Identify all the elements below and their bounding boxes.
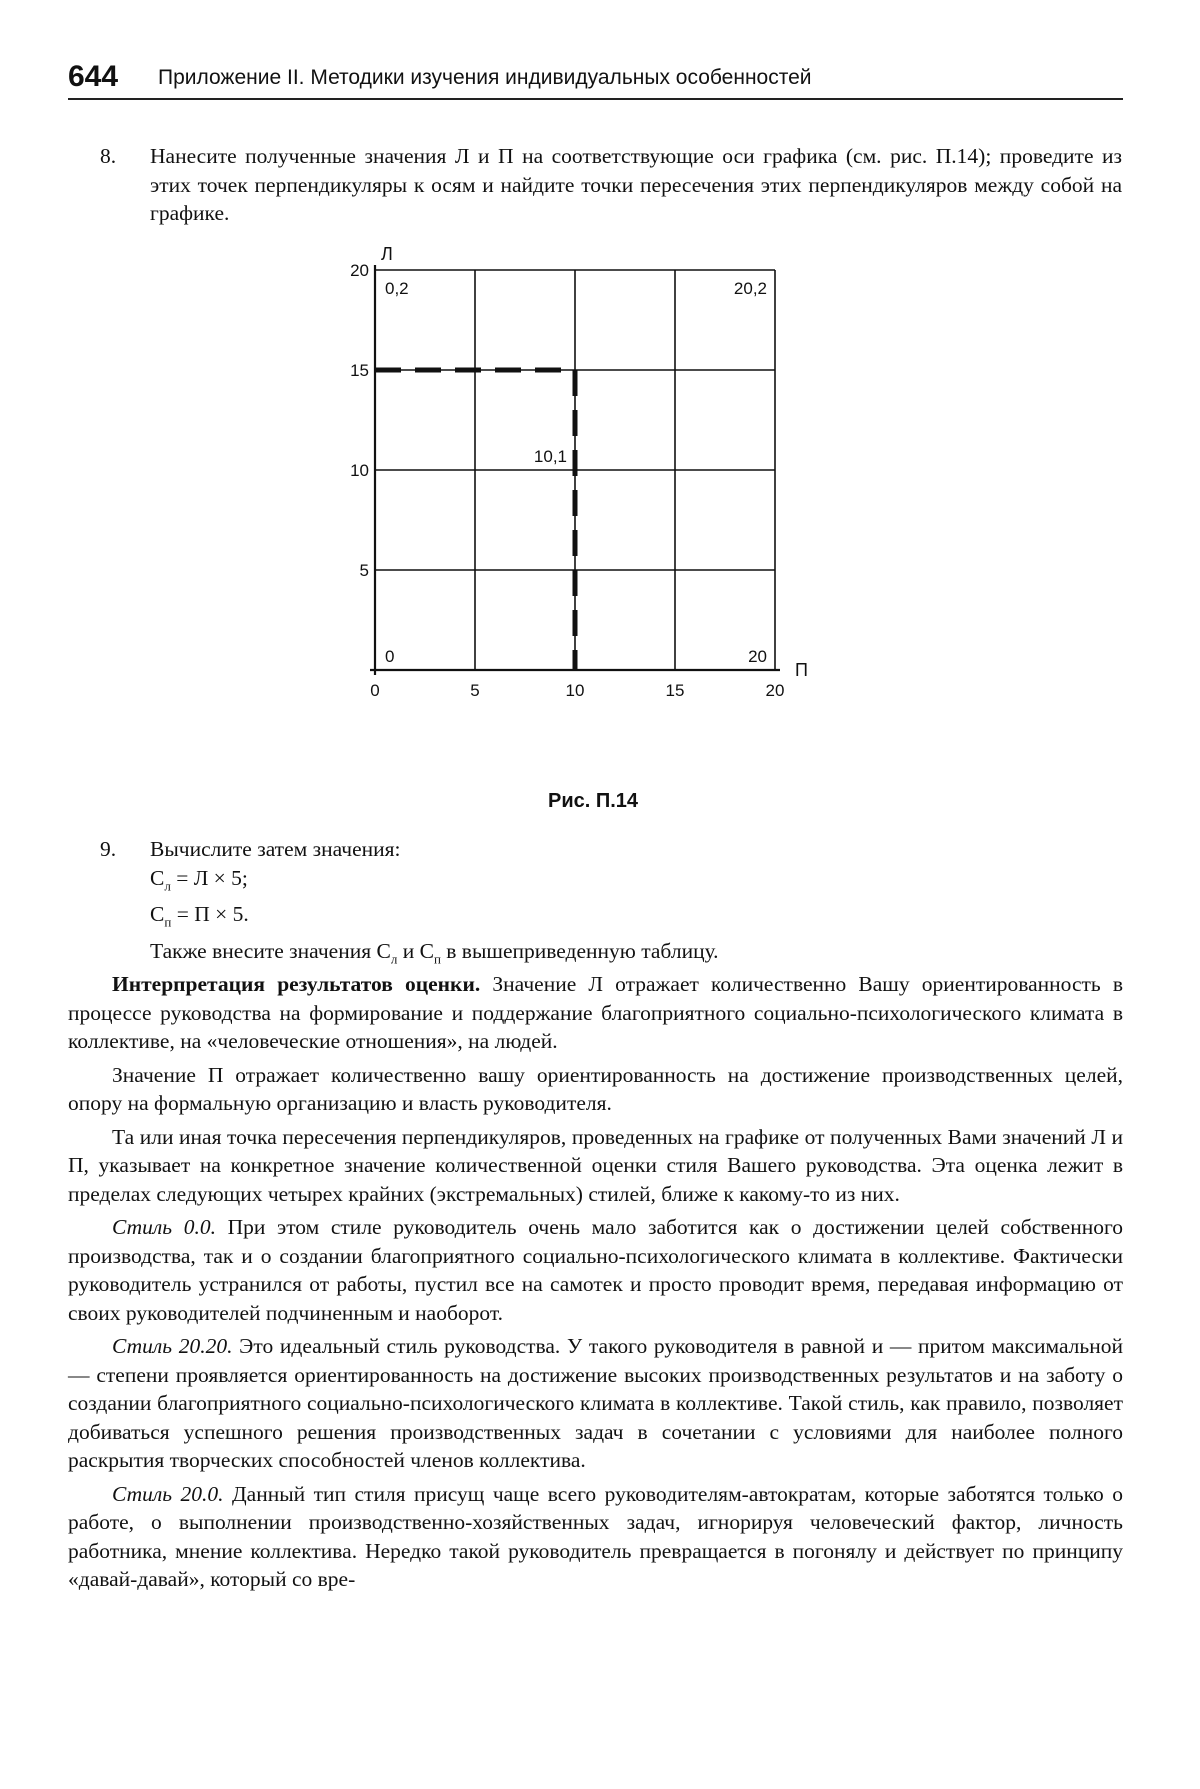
x-tick-label-4: 20 bbox=[765, 681, 785, 700]
outro-a: Также внесите значения С bbox=[150, 939, 391, 964]
figure-caption: Рис. П.14 bbox=[548, 790, 639, 812]
point-label-4: 20 bbox=[748, 647, 767, 666]
formula-cl bbox=[150, 864, 1122, 901]
step-9-number: 9. bbox=[100, 837, 117, 861]
step-9-intro: Вычислите затем значения: bbox=[150, 837, 401, 861]
formula-cp-rest: = П × 5. bbox=[171, 902, 249, 927]
point-label-3: 0 bbox=[385, 647, 395, 666]
step-9-outro bbox=[150, 937, 1122, 974]
step-9 bbox=[100, 835, 1122, 974]
step-8-text: Нанесите полученные значения Л и П на соответствующие оси графика (см. рис. П.14); проведите из этих точек перпендикуляры к осям и найдите точки пересечения этих перпендикуляров между собой на графике. bbox=[150, 144, 1122, 225]
running-head: Приложение II. Методики изучения индивидуальных особенностей bbox=[158, 66, 812, 89]
x-tick-label-2: 10 bbox=[565, 681, 585, 700]
paragraph-1-heading: Интерпретация результатов оценки. bbox=[112, 972, 481, 996]
style-200-heading: Стиль 20.0. bbox=[112, 1481, 224, 1506]
y-tick-label-0: 20 bbox=[350, 261, 369, 280]
y-axis-label: Л bbox=[381, 244, 393, 264]
point-label-0: 0,2 bbox=[385, 279, 409, 298]
paragraph-3: Та или иная точка пересечения перпендикуляров, проведенных на графике от полученных Вами значений Л и П, указывает на конкретное значение количественной оценки стиля Вашего руководства. Эта оценка лежит в пределах следующих четырех крайних (экстремальных) стилей, ближе к какому-то из них. bbox=[68, 1124, 1123, 1206]
x-tick-label-0: 0 bbox=[370, 681, 380, 700]
figure-p14 bbox=[320, 244, 880, 815]
outro-sub1: л bbox=[390, 951, 398, 967]
point-label-1: 20,2 bbox=[733, 279, 767, 298]
paragraph-style-2020 bbox=[68, 1332, 1123, 1475]
style-2020-heading: Стиль 20.20. bbox=[112, 1334, 233, 1358]
paragraph-1 bbox=[68, 970, 1123, 1056]
step-8 bbox=[100, 142, 1122, 228]
formula-cl-sub: л bbox=[164, 877, 171, 893]
paragraph-style-00 bbox=[68, 1213, 1123, 1327]
step-8-number: 8. bbox=[100, 144, 117, 168]
interpretation-section bbox=[68, 970, 1123, 1599]
paragraph-style-200 bbox=[68, 1480, 1123, 1594]
y-tick-label-2: 10 bbox=[350, 461, 369, 480]
formula-cp-sub: п bbox=[164, 914, 172, 930]
x-axis-label: П bbox=[795, 660, 808, 680]
paragraph-2: Значение П отражает количественно вашу ориентированность на достижение производственных целей, опору на формальную организацию и власть руководителя. bbox=[68, 1062, 1123, 1115]
style-200-text: Данный тип стиля присущ чаще всего руководителям-автократам, которые заботятся только о работе, о выполнении производственно-хозяйственных задач, игнорируя человеческий фактор, личность работника, мнение коллектива. Нередко такой руководитель превращается в погонялу и действует по принципу «давай-давай», который со вре- bbox=[68, 1481, 1123, 1591]
x-tick-label-1: 5 bbox=[470, 681, 480, 700]
y-tick-label-3: 5 bbox=[359, 561, 369, 580]
style-00-text: При этом стиле руководитель очень мало заботится как о достижении целей собственного производства, так и о создании благоприятного социально-психологического климата в коллективе. Фактически руководитель устранился от работы, пустил все на самотек и просто проводит время, передавая информацию от своих руководителей подчиненным и наоборот. bbox=[68, 1215, 1123, 1325]
style-2020-text: Это идеальный стиль руководства. У такого руководителя в равной и — притом максимальной — степени проявляется ориентированность на достижение высоких производственных результатов и на заботу о создании благоприятного социально-психологического климата в коллективе. Такой стиль, как правило, позволяет добиваться успешного решения производственных задач в сочетании с условиями для наиболее полного раскрытия творческих способностей членов коллектива. bbox=[68, 1334, 1123, 1472]
style-grid-chart bbox=[320, 244, 880, 795]
x-tick-label-3: 15 bbox=[665, 681, 685, 700]
formula-cl-rest: = Л × 5; bbox=[170, 865, 248, 890]
y-tick-label-1: 15 bbox=[350, 361, 369, 380]
outro-b: и С bbox=[397, 939, 434, 964]
point-label-2: 10,1 bbox=[533, 447, 567, 466]
outro-c: в вышеприведенную таблицу. bbox=[440, 939, 719, 964]
paragraph-1-text: Значение Л отражает количественно Вашу ориентированность в процессе руководства на формирование и поддержание благоприятного социально-психологического климата в коллективе, на «человеческие отношения», на людей. bbox=[68, 972, 1123, 1053]
formula-cp-main: С bbox=[150, 902, 165, 927]
page-number: 644 bbox=[68, 60, 119, 93]
outro-sub2: п bbox=[433, 951, 441, 967]
page-header bbox=[68, 56, 1123, 100]
formula-cl-main: С bbox=[150, 865, 165, 890]
formula-cp bbox=[150, 900, 1122, 937]
style-00-heading: Стиль 0.0. bbox=[112, 1215, 216, 1239]
